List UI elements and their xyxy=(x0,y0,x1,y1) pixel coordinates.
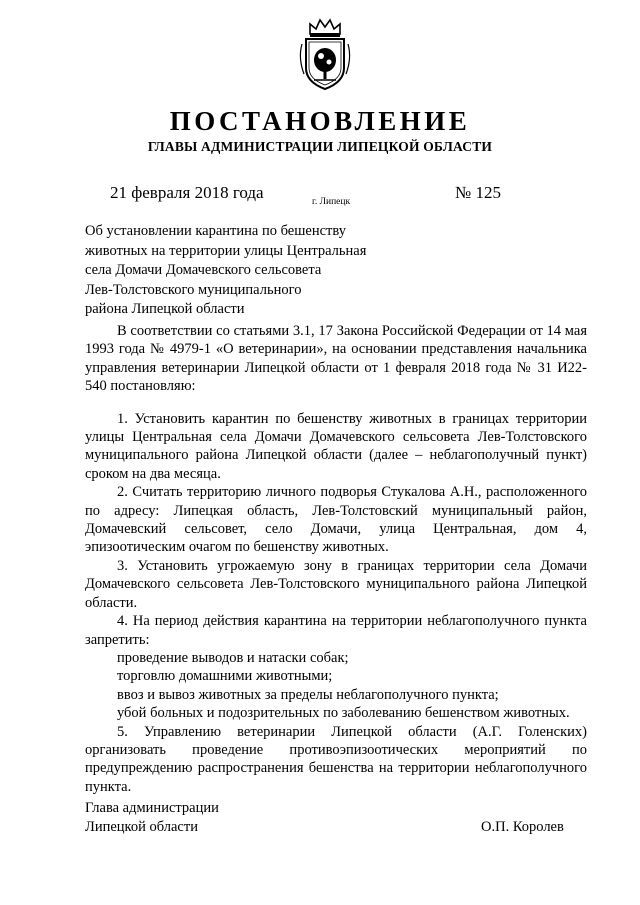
document-subject xyxy=(85,222,366,320)
item-3-paragraph: 3. Установить угрожаемую зону в границах территории села Домачи Домачевского сельсовета Лев-Толстовского муниципального района Липецкой области. xyxy=(85,557,587,611)
item-2-paragraph: 2. Считать территорию личного подворья Стукалова А.Н., расположенного по адресу: Липецкая область, Лев-Толстовский муниципальный район, Домачевский сельсовет, село Домачи, улица Центральная, дом 4, эпизоотическим очагом по бешенству животных. xyxy=(85,484,587,556)
signatory-title-line: Липецкой области xyxy=(85,819,198,835)
document-number: № 125 xyxy=(455,183,501,202)
item-1-paragraph: 1. Установить карантин по бешенству животных в границах территории улицы Центральная села Домачи Домачевского сельсовета Лев-Толстовского муниципального района Липецкой области (далее – неблагополучный пункт) сроком на два месяца. xyxy=(85,410,587,482)
signatory-name: О.П. Королев xyxy=(481,819,564,835)
subject-line: Лев-Толстовского муниципального xyxy=(85,281,302,298)
document-title: ПОСТАНОВЛЕНИЕ xyxy=(169,106,471,136)
document-city: г. Липецк xyxy=(312,197,351,207)
coat-of-arms-icon xyxy=(296,18,354,92)
item-4-paragraph: 4. На период действия карантина на территории неблагополучного пункта запретить: xyxy=(85,613,587,648)
item-5-paragraph: 5. Управлению ветеринарии Липецкой области (А.Г. Голенских) организовать проведение противоэпизоотических мероприятий по предупреждению распространения бешенства на территории неблагополучного пункта. xyxy=(85,723,587,795)
item-4-subitem: торговлю домашними животными; xyxy=(117,668,333,685)
signatory-title-line: Глава администрации xyxy=(85,800,219,816)
document-subtitle: ГЛАВЫ АДМИНИСТРАЦИИ ЛИПЕЦКОЙ ОБЛАСТИ xyxy=(147,139,493,154)
item-4-subitem: убой больных и подозрительных по заболеванию бешенством животных. xyxy=(117,705,570,722)
document-date: 21 февраля 2018 года xyxy=(110,183,264,202)
item-4-subitem: ввоз и вывоз животных за пределы неблагополучного пункта; xyxy=(117,686,499,703)
subject-line: села Домачи Домачевского сельсовета xyxy=(85,262,322,279)
item-4-subitem: проведение выводов и натаски собак; xyxy=(117,649,349,666)
preamble-paragraph: В соответствии со статьями 3.1, 17 Закона Российской Федерации от 14 мая 1993 года № 4979-1 «О ветеринарии», на основании представления начальника управления ветеринарии Липецкой области от 1 февраля 2018 года № 31 И22-540 постановляю: xyxy=(85,323,587,395)
subject-line: района Липецкой области xyxy=(85,301,245,318)
subject-line: животных на территории улицы Центральная xyxy=(85,242,367,259)
subject-line: Об установлении карантина по бешенству xyxy=(85,223,346,239)
document-body xyxy=(85,322,587,796)
signatory-title xyxy=(85,799,219,837)
